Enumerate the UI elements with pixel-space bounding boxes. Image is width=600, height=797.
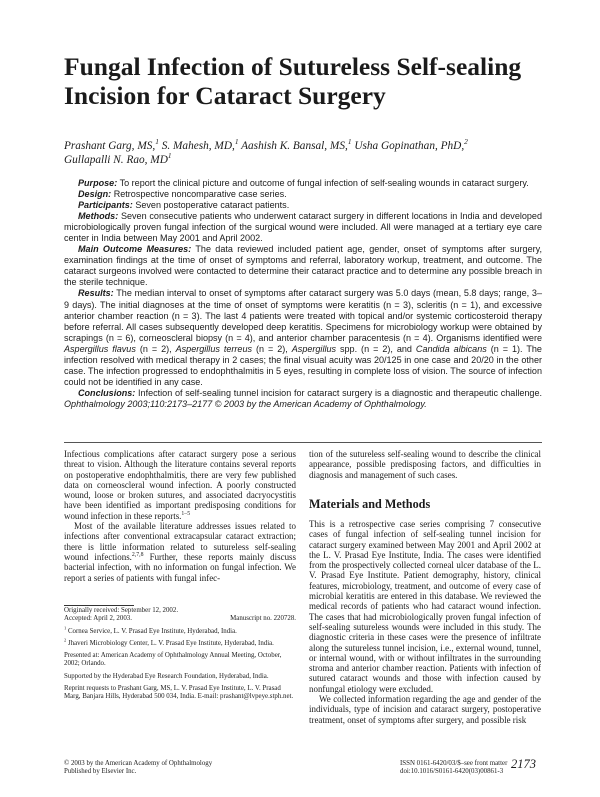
manuscript-number: Manuscript no. 220728.	[230, 615, 296, 623]
accepted-date: Accepted: April 2, 2003.	[64, 615, 132, 623]
support-note: Supported by the Hyderabad Eye Research Foundation, Hyderabad, India.	[64, 672, 269, 680]
body-column-left	[64, 449, 296, 583]
footer-doi: doi:10.1016/S0161-6420(03)00861-3	[400, 768, 504, 776]
received-date: Originally received: September 12, 2002.	[64, 607, 179, 614]
page-number: 2173	[511, 757, 536, 771]
affiliation-2: $^2$ Jhaveri Microbiology Center, L. V. Prasad Eye Institute, Hyderabad, India.	[64, 637, 274, 647]
presented-note: Presented at: American Academy of Ophthalmology Annual Meeting, October, 2002; Orlando.	[64, 652, 282, 668]
footer-publisher: Published by Elsevier Inc.	[64, 768, 137, 776]
footer-right	[400, 760, 507, 777]
intro-paragraph-2: Most of the available literature addresses issues related to infections after conventional extracapsular cataract extraction; there is little information related to sutureless self-sealing wound infections.$^{2,7,8}$ Further, these reports mainly discuss bacterial infection, with no information on fungal infection. We report a series of patients with fungal infec-	[64, 521, 296, 583]
footer-issn: ISSN 0161-6420/03/$–see front matter	[400, 760, 508, 767]
methods-paragraph-2: We collected information regarding the age and gender of the individuals, type of incision and cataract surgery, postoperative treatment, onset of symptoms after surgery, and possible risk	[309, 694, 541, 725]
footnote-divider	[64, 605, 134, 606]
methods-paragraph-1: This is a retrospective case series comprising 7 consecutive cases of fungal infection of self-sealing tunnel incision for cataract surgery examined between May 2001 and April 2002 at the L. V. Prasad Eye Institute, India. The cases were identified from the prospectively collected corneal ulcer database of the L. V. Prasad Eye Institute. Patient demography, history, clinical features, microbiology, treatment, and outcome of every case of microbial keratitis are entered in this database. We reviewed the medical records of patients who had cataract wound infection. The cases that had microbiologically proven fungal infection of self-sealing sutureless wounds were included in this study. The diagnostic criteria in these cases were the presence of infiltrate along the sutureless tunnel incision, i.e., external wound, tunnel, or internal wound, with or without infiltrates in the surrounding stroma and anterior chamber reaction. Patients with infection of sutured cataract wounds and those with infection caused by nonfungal etiology were excluded.	[309, 519, 541, 694]
footnotes	[64, 607, 296, 702]
abstract-purpose: Purpose: To report the clinical picture and outcome of fungal infection of self-sealing wounds in cataract surgery.	[78, 178, 529, 188]
body-column-right	[309, 519, 541, 725]
abstract-methods: Methods: Seven consecutive patients who underwent cataract surgery in different locations in India and developed microbiologically proven fungal infection of the surgical wound were included. All were managed at a tertiary eye care center in India between May 2001 and April 2002.	[64, 211, 542, 244]
footer-copyright: © 2003 by the American Academy of Ophthalmology	[64, 760, 213, 767]
intro-paragraph-1: Infectious complications after cataract surgery pose a serious threat to vision. Although the literature contains several reports on postoperative endophthalmitis, there are very few published data on corneoscleral wound infection. A poorly constructed wound, loose or broken sutures, and associated dacryocystitis have been identified as important predisposing conditions for wound infection in these reports.$^{1-5}$	[64, 449, 296, 521]
abstract	[64, 178, 542, 410]
abstract-main-outcome: Main Outcome Measures: The data reviewed included patient age, gender, onset of symptoms after surgery, examination findings at the time of onset of symptoms and referral, laboratory workup, treatment, and outcome. The cataract surgeons involved were contacted to determine their cataract practice and to determine any possible breach in the sterile technique.	[64, 244, 542, 288]
accepted-row	[64, 615, 296, 623]
author-list: Prashant Garg, MS,$^1$ S. Mahesh, MD,$^1$ Aashish K. Bansal, MS,$^1$ Usha Gopinathan, PhD,$^2$ Gullapalli N. Rao, $MD^1$	[64, 137, 468, 166]
abstract-design: Design: Retrospective noncomparative case series.	[78, 189, 287, 200]
abstract-participants: Participants: Seven postoperative cataract patients.	[78, 200, 290, 211]
section-heading: Materials and Methods	[309, 497, 431, 511]
abstract-divider	[64, 442, 542, 443]
article-title: Fungal Infection of Sutureless Self-sealing Incision for Cataract Surgery	[64, 52, 522, 110]
reprint-request: Reprint requests to Prashant Garg, MS, L. V. Prasad Eye Institute, L. V. Prasad Marg, Banjara Hills, Hyderabad 500 034, India. E-mail: prashant@lvpeye.stph.net.	[64, 685, 294, 701]
journal-citation: Ophthalmology 2003;110:2173–2177 © 2003 by the American Academy of Ophthalmology.	[64, 398, 427, 409]
abstract-conclusions: Conclusions: Infection of self-sealing tunnel incision for cataract surgery is a diagnostic and therapeutic challenge. Ophthalmology 2003;110:2173–2177 © 2003 by the American Academy of Ophthalmology.	[64, 387, 542, 409]
abstract-results: Results: The median interval to onset of symptoms after cataract surgery was 5.0 days (mean, 5.8 days; range, 3–9 days). The initial diagnoses at the time of onset of symptoms were keratitis (n = 3), scleritis (n = 1), and excessive anterior chamber reaction (n = 3). The last 4 patients were treated with topical and/or systemic corticosteroid therapy before referral. All cases subsequently developed deep keratitis. Specimens for microbiology workup were obtained by scrapings (n = 6), corneoscleral biopsy (n = 4), and anterior chamber paracentesis (n = 4). Organisms identified were Aspergillus flavus (n = 2), Aspergillus terreus (n = 2), Aspergillus spp. (n = 2), and Candida albicans (n = 1). The infection resolved with medical therapy in 2 cases; the final visual acuity was 20/125 in one case and 20/20 in the other case. The infection progressed to endophthalmitis in 5 eyes, resulting in complete loss of vision. The source of infection could not be identified in any case.	[64, 288, 542, 387]
body-column-right-top	[309, 449, 541, 480]
footer-left	[64, 760, 212, 777]
intro-paragraph-3: tion of the sutureless self-sealing wound to describe the clinical appearance, possible predisposing factors, and difficulties in diagnosis and management of such cases.	[309, 449, 541, 480]
affiliation-1: $^1$ Cornea Service, L. V. Prasad Eye Institute, Hyderabad, India.	[64, 625, 237, 635]
